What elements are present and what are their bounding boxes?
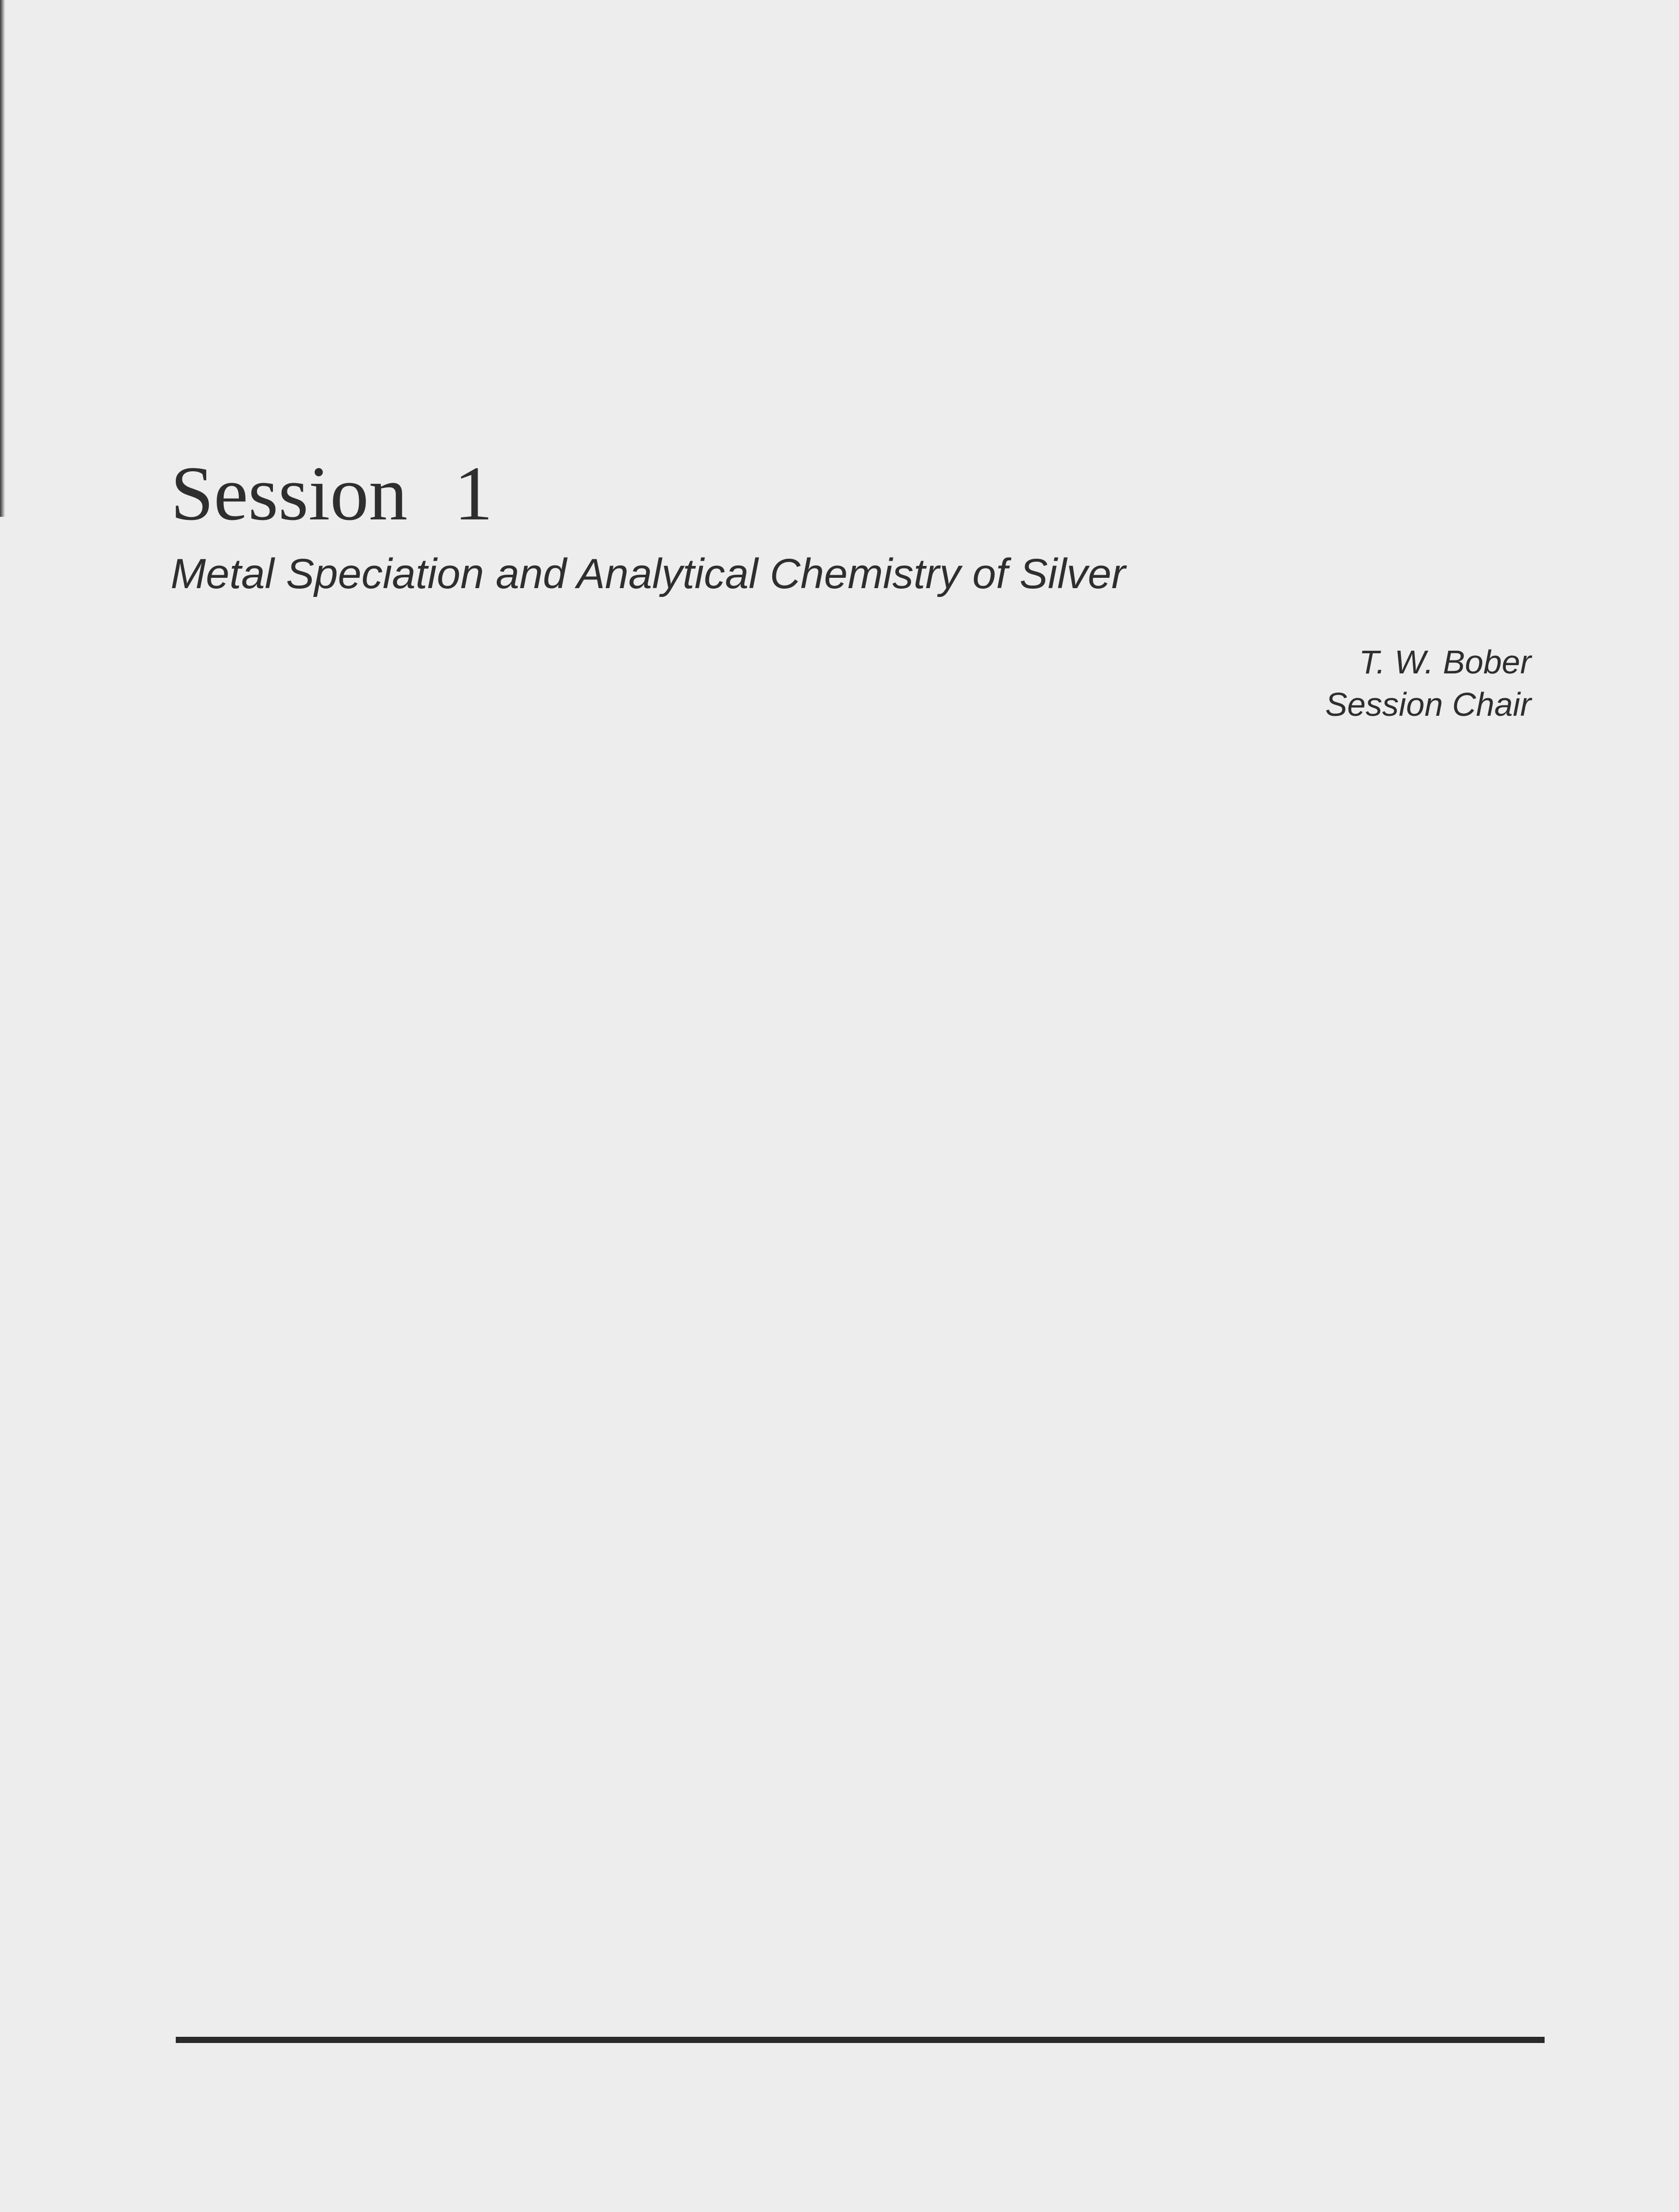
session-heading [171, 451, 493, 536]
bottom-rule [176, 2037, 1545, 2043]
session-word: Session [171, 451, 408, 536]
session-number: 1 [454, 451, 493, 536]
session-subtitle: Metal Speciation and Analytical Chemistry of Silver [171, 550, 1126, 597]
session-chair-block [1325, 641, 1531, 726]
chair-role: Session Chair [1325, 686, 1531, 723]
chair-name: T. W. Bober [1359, 643, 1531, 681]
scan-edge-shadow [0, 0, 5, 517]
